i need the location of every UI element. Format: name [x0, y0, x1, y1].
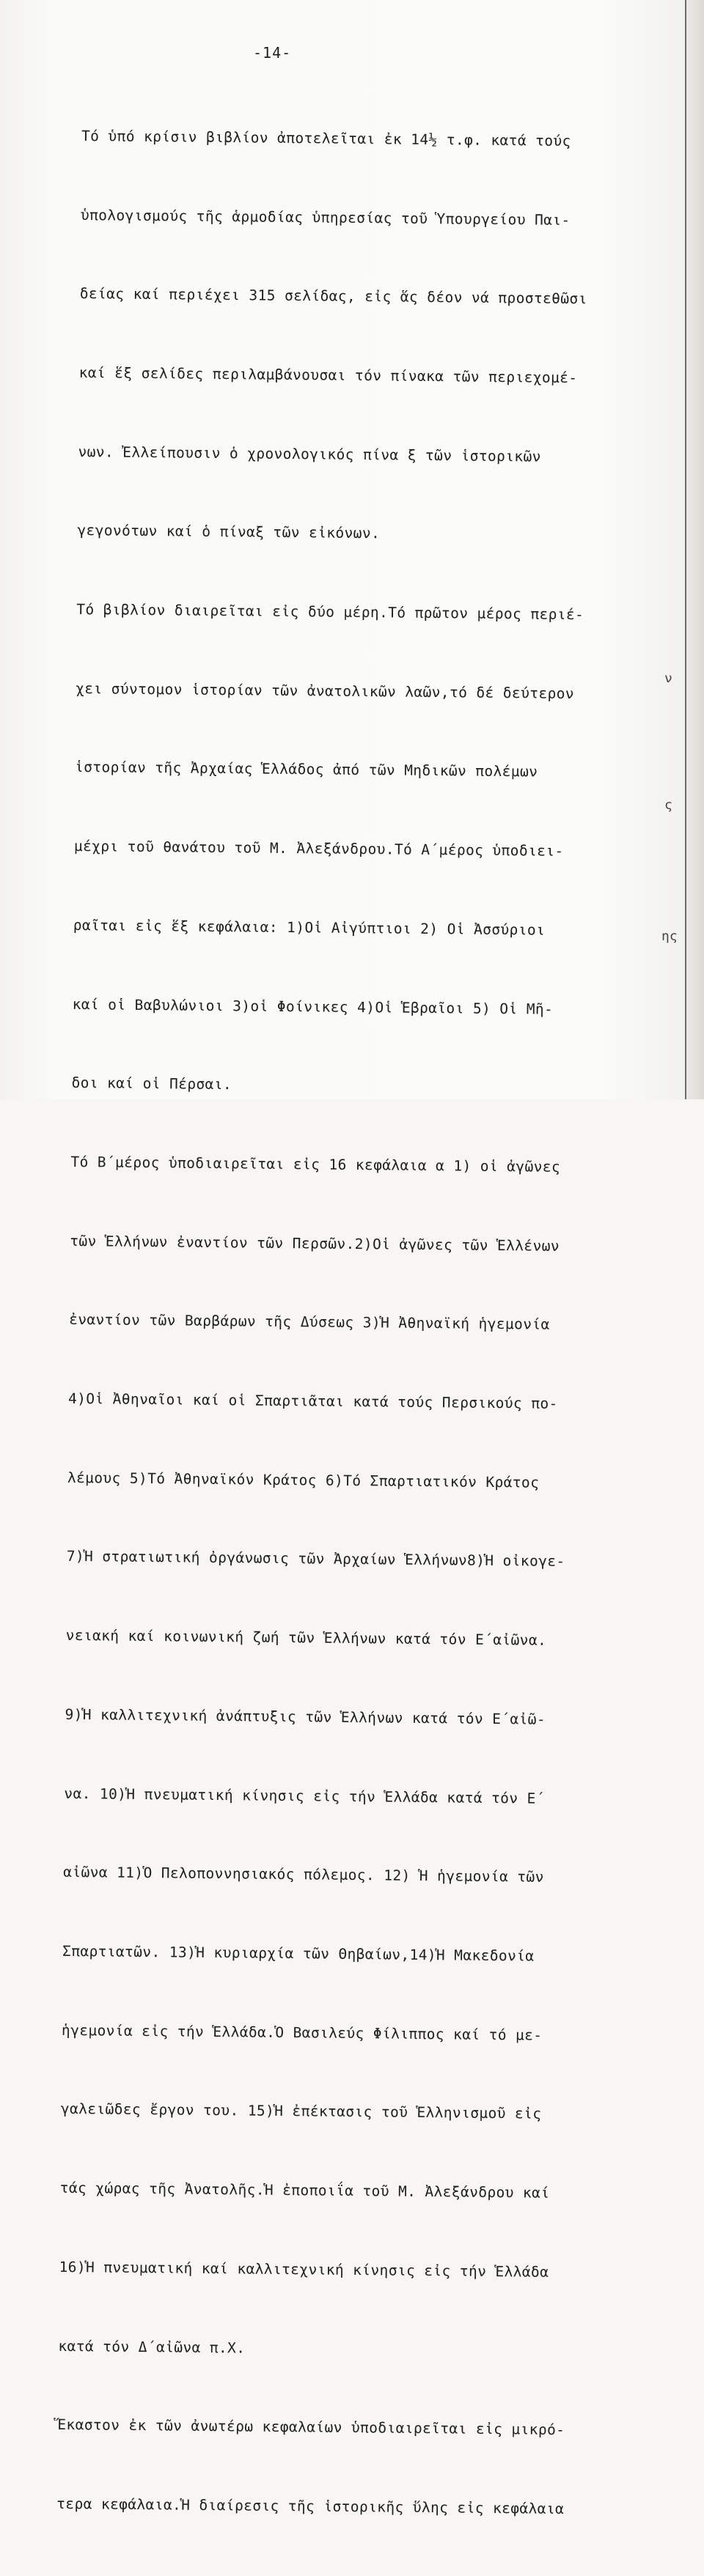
text-line: 7)Ἡ στρατιωτική ὀργάνωσις τῶν Ἀρχαίων Ἑλλήνων8)Ἡ οἰκογε- — [66, 1548, 565, 1571]
text-line: δείας καί περιέχει 315 σελίδας, εἰς ἅς δέον νά προστεθῶσι — [79, 285, 587, 308]
margin-bleed-mark: ς — [664, 797, 672, 813]
text-line: δοι καί οἱ Πέρσαι. — [71, 1074, 232, 1093]
text-line: κατά τόν Δ΄αἰῶνα π.Χ. — [58, 2337, 246, 2356]
text-line: 9)Ἡ καλλιτεχνική ἀνάπτυξις τῶν Ἑλλήνων κατά τόν Ε΄αἰῶ- — [65, 1705, 546, 1728]
text-line: γεγονότων καί ὁ πίναξ τῶν εἰκόνων. — [77, 522, 381, 542]
text-line: νων. Ἐλλείπουσιν ὁ χρονολογικός πίνα ξ τῶν ἱστορικῶν — [78, 443, 541, 465]
text-line: λέμους 5)Τό Ἀθηναϊκόν Κράτος 6)Τό Σπαρτιατικόν Κράτος — [67, 1469, 540, 1491]
text-line: ραῖται εἰς ἕξ κεφάλαια: 1)Οἱ Αἰγύπτιοι 2) Οἱ Ἀσσύριοι — [73, 916, 546, 939]
text-line: 16)Ἡ πνευματική καί καλλιτεχνική κίνησις εἰς τήν Ἑλλάδα — [59, 2258, 549, 2281]
text-line: ἱστορίαν τῆς Ἀρχαίας Ἑλλάδος ἀπό τῶν Μηδικῶν πολέμων — [74, 759, 538, 780]
text-line: τάς χώρας τῆς Ἀνατολῆς.Ἡ ἐποποιΐα τοῦ Μ. Ἀλεξάνδρου καί — [59, 2179, 550, 2202]
text-line: μέχρι τοῦ θανάτου τοῦ Μ. Ἀλεξάνδρου.Τό Α΄μέρος ὑποδιει- — [73, 838, 564, 860]
text-line: Ἕκαστον ἐκ τῶν ἀνωτέρω κεφαλαίων ὑποδιαιρεῖται εἰς μικρό- — [57, 2416, 565, 2439]
document-body — [56, 70, 654, 2576]
text-line: Τό ὑπό κρίσιν βιβλίον ἀποτελεῖται ἐκ 14½ τ.φ. κατά τούς — [81, 127, 571, 150]
page-number: -14- — [253, 44, 292, 62]
margin-bleed-mark: ης — [661, 929, 678, 944]
text-line: ἐναντίον τῶν Βαρβάρων τῆς Δύσεως 3)Ἡ Ἀθηναϊκή ἡγεμονία — [69, 1311, 550, 1334]
text-line: νειακή καί κοινωνική ζωή τῶν Ἑλλήνων κατά τόν Ε΄αἰῶνα. — [65, 1627, 547, 1649]
text-line: καί ἕξ σελίδες περιλαμβάνουσαι τόν πίνακα τῶν περιεχομέ- — [78, 363, 578, 387]
text-line: τερα κεφάλαια.Ἡ διαίρεσις τῆς ἱστορικῆς ὕλης εἰς κεφάλαια — [56, 2495, 565, 2517]
text-line: ὑπολογισμούς τῆς ἁρμοδίας ὑπηρεσίας τοῦ Ὑπουργείου Παι- — [80, 206, 571, 229]
adjacent-page-edge — [685, 0, 704, 1099]
margin-bleed-mark: ν — [664, 671, 672, 686]
text-line: καί οἱ Βαβυλώνιοι 3)οἱ Φοίνικες 4)Οἱ Ἑβραῖοι 5) Οἱ Μῆ- — [72, 995, 554, 1018]
text-line: γαλειῶδες ἔργον του. 15)Ἡ ἐπέκτασις τοῦ Ἑλληνισμοῦ εἰς — [60, 2100, 542, 2123]
text-line: ἡγεμονία εἰς τήν Ἑλλάδα.Ὁ Βασιλεύς Φίλιππος καί τό με- — [61, 2021, 543, 2044]
text-line: 4)Οἱ Ἀθηναῖοι καί οἱ Σπαρτιᾶται κατά τούς Περσικούς πο- — [67, 1390, 558, 1412]
text-line: να. 10)Ἡ πνευματική κίνησις εἰς τήν Ἑλλάδα κατά τόν Ε΄ — [64, 1785, 546, 1807]
text-line: Τό Β΄μέρος ὑποδιαιρεῖται εἰς 16 κεφάλαια α 1) οἱ ἀγῶνες — [70, 1153, 561, 1176]
text-line: Τό βιβλίον διαιρεῖται εἰς δύο μέρη.Τό πρῶτον μέρος περιέ- — [76, 600, 584, 624]
text-line: χει σύντομον ἱστορίαν τῶν ἀνατολικῶν λαῶν,τό δέ δεύτερον — [76, 679, 575, 702]
text-line: Σπαρτιατῶν. 13)Ἡ κυριαρχία τῶν Θηβαίων,14)Ἡ Μακεδονία — [62, 1942, 535, 1965]
text-line: αἰῶνα 11)Ὁ Πελοποννησιακός πόλεμος. 12) Ἡ ἡγεμονία τῶν — [63, 1864, 544, 1886]
text-line: τῶν Ἑλλήνων ἐναντίον τῶν Περσῶν.2)Οἱ ἀγῶνες τῶν Ἑλλένων — [70, 1232, 560, 1255]
